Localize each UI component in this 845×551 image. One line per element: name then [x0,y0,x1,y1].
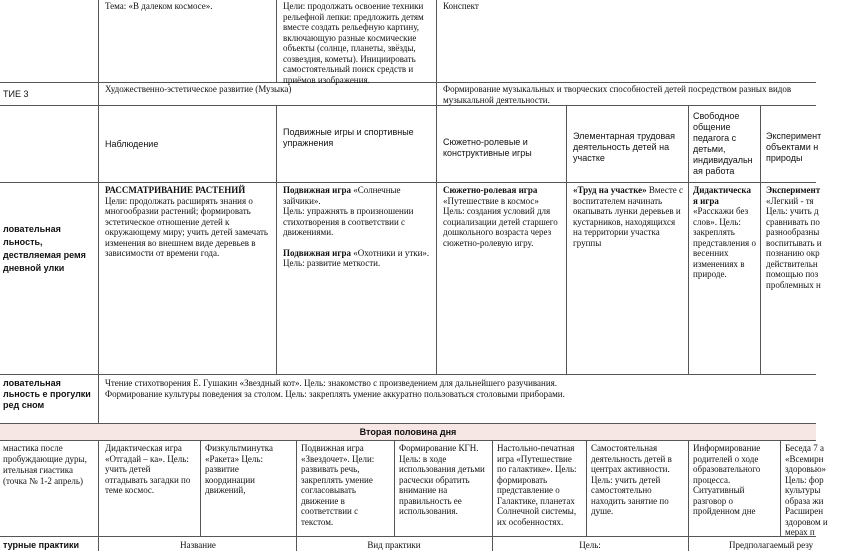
bottom-name [102,538,294,551]
before-sleep-line-1: Чтение стихотворения Е. Гушакин «Звездный кот». Цель: знакомство с произведением для дальнейшего разучивания. [105,378,558,388]
role-goal: Цель: создания условий для социализации детей старшего дошкольного возраста через сюжетно-ролевую игру. [443,206,558,248]
header-games-text: Подвижные игры и спортивные упражнения [283,127,414,148]
second-row-c5-text: Настольно-печатная игра «Путешествие по галактике». Цель: формировать представление о Галактике, планетах Солнечной системы, их особенностях. [497,443,577,527]
bottom-name-text: Название [180,540,216,550]
header-observation [102,106,274,182]
games-title-2: Подвижная игра [283,247,351,258]
free-title: Дидактическа я игра [693,185,751,206]
second-row-c4 [396,442,490,534]
zanyatie-goal-text: Формирование музыкальных и творческих способностей детей посредством разных видов музыкальной деятельности. [443,84,792,105]
theme-cell [102,0,274,82]
bottom-result-text: Предполагаемый резу [729,540,814,550]
header-roleplay [440,136,564,176]
zanyatie-goal [440,83,810,105]
header-experiment [763,130,822,170]
observation-text: Цели: продолжать расширять знания о многообразии растений; формировать эстетическое отношение детей к окружающему миру; учить детей замечать изменения во внешнем виде деревьев в зависимости от времени года. [105,195,269,258]
header-observation-text: Наблюдение [105,138,159,149]
goals-text: Цели: продолжать освоение техники рельефной лепки: предложить детям вместе создать рельефную картину, включающую разные космические объекты (солнце, планеты, звёзды, созвездия, кометы). Инициировать самостоятельный поиск средств и приёмов изображения. [283,1,424,85]
header-experiment-text: Эксперимент объектами н природы [766,131,822,163]
before-sleep-line-2: Формирование культуры поведения за столом. Цель: закреплять умение аккуратно пользоваться столовыми приборами. [105,388,565,399]
second-row-c6 [588,442,686,534]
theme-text: Тема: «В далеком космосе». [105,1,213,11]
second-half-title [0,424,816,440]
observation-title: РАССМАТРИВАНИЕ РАСТЕНИЙ [105,185,246,195]
bottom-label [0,538,98,551]
walk-labor [570,184,686,372]
bottom-goal [494,538,686,551]
second-row-c3-text: Подвижная игра «Звездочет». Цели: развивать речь, закреплять умение согласовывать движение в соответствии с текстом. [301,443,375,527]
second-row-c2-text: Физкультминутка «Ракета» Цель: развитие координации движений, [205,443,274,495]
second-half-title-text: Вторая половина дня [359,427,457,437]
second-row-label-text: мнастика после пробуждающие дуры, ительная гиастика (точка № 1-2 апрель) [3,443,87,486]
exp-text: «Легкий - тя Цель: учить д сравнивать по разнообразны воспитывать и познанию окр действительн помощью поз проблемных н [766,195,822,290]
walk-experiment [763,184,822,372]
before-sleep-label [0,377,98,423]
goals-cell [280,0,434,85]
header-free [690,110,760,182]
header-free-text: Свободное общение педагога с детьми, индивидуальн ая работа [693,111,753,176]
before-sleep-content [102,377,816,423]
header-labor-text: Элементарная трудовая деятельность детей на участке [573,131,676,163]
zanyatie-area [102,83,434,105]
second-row-c2 [202,442,294,534]
bottom-kind-text: Вид практики [367,540,421,550]
games-goal-1: Цель: упражнять в произношении стихотворения в соответствии с движениями. [283,206,414,237]
zanyatie-label-text: ТИЕ 3 [3,88,29,99]
games-text-2: «Охотники и утки». [353,247,430,258]
games-goal-2: Цель: развитие меткости. [283,258,381,268]
free-text: «Расскажи без слов». Цель: закреплять представления о весенних изменениях в природе. [693,206,756,279]
games-text-1: «Солнечные зайчики». [283,185,401,206]
konspekt-cell [440,0,810,82]
second-row-c5 [494,442,584,534]
exp-title: Эксперимент [766,185,821,195]
header-games [280,126,434,166]
zanyatie-label [0,83,98,105]
bottom-goal-text: Цель: [579,540,601,550]
walk-label [0,222,98,302]
bottom-label-text: турные практики [3,540,80,550]
labor-title: «Труд на участке» [573,185,647,195]
second-row-c6-text: Самостоятельная деятельность детей в центрах активности. Цель: учить детей самостоятельно находить занятие по душе. [591,443,672,516]
second-row-c7 [690,442,778,534]
second-row-c3 [298,442,392,534]
header-labor [570,130,686,170]
games-title-1: Подвижная игра [283,185,351,195]
walk-label-text: ловательная льность, дествляемая ремя дневной улки [3,224,86,273]
second-row-c8-text: Беседа 7 а «Всемирн здоровью» Цель: фор культуры образа жи Расширен здоровом и мерах п [785,443,828,537]
second-row-c7-text: Информирование родителей о ходе образовательного процесса. Ситуативный разговор о пройденном дне [693,443,761,516]
role-title: Сюжетно-ролевая игра [443,185,538,195]
bottom-result [726,538,816,551]
before-sleep-label-text: ловательная льность е прогулки ред сном [3,378,91,410]
walk-free [690,184,760,372]
walk-roleplay [440,184,564,372]
header-roleplay-text: Сюжетно-ролевые и конструктивные игры [443,137,532,158]
second-row-c4-text: Формирование КГН. Цель: в ходе использования детьми расчески обратить внимание на правильность ее использования. [399,443,485,516]
zanyatie-area-text: Художественно-эстетическое развитие (Музыка) [105,84,292,94]
second-row-c1-text: Дидактическая игра «Отгадай – ка». Цель: учить детей отгадывать загадки по теме космос. [105,443,191,495]
second-row-c8 [782,442,828,537]
walk-observation [102,184,274,372]
labor-text: Вместе с воспитателем начинать окапывать лунки деревьев и кустарников, находящихся на территории участка группы [573,185,684,248]
walk-games [280,184,434,372]
second-row-label [0,442,98,534]
konspekt-text: Конспект [443,1,479,11]
role-text: «Путешествие в космос» [443,195,539,206]
second-row-c1 [102,442,198,534]
bottom-kind [298,538,490,551]
